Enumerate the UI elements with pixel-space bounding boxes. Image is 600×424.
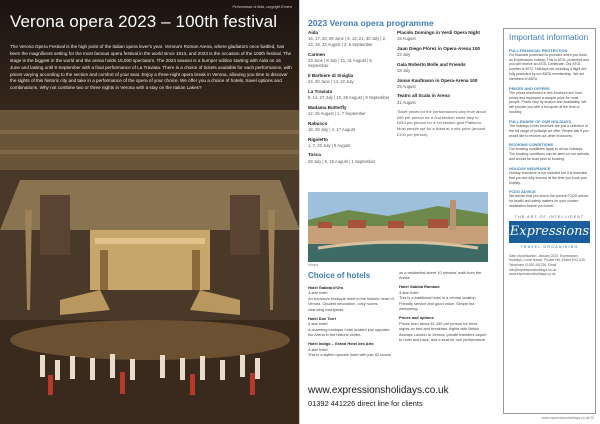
hotels-column-1 [308,285,394,361]
hotel-item: Hotel Gabbia Romano 3-star hotel This is a traditional hotel in a central location. Friendly service and good value. Simple but welcoming. [399,284,477,312]
ticket-note: Ticket prices for the performances vary from about £80 per person for a 2nd section stone step to £810 per person for a 1st section gold Platinum. Most people opt for a ticket at a mid-price (around £100 per person). [397,109,487,137]
hotel-item: Hotel Due Torri 4-star hotel A charming boutique hotel located just opposite the Arena in the historic centre. [308,315,390,338]
opera-item: Nabucco 18, 28 July | 4, 17 August [308,120,355,132]
opera-item: Teatro all Scala in Arena 31 August [397,93,450,105]
website-link[interactable]: www.expressionsholidays.co.uk [308,385,449,396]
hotels-column-2 [399,270,488,346]
arena-stage-photo [0,110,300,424]
photo-caption: Verona [308,263,319,267]
programme-column-2 [397,30,487,137]
sidebar-section: FCDO ADVICE We advise that you check the current FCDO advice for health and safety matters for your chosen destination before you travel. [509,189,589,209]
hotels-title: Choice of hotels [308,271,371,280]
opera-item: Il Barbiere di Siviglia 24, 30 June | 14, 22 July [308,73,354,85]
opera-item: Madama Butterfly 12, 25 August | 1, 7 September [308,104,366,116]
sidebar-title: Important information [509,32,589,42]
expressions-logo: THE ART OF INTELLIGENT Expressions TRAVEL ORGANISING [509,214,590,249]
opera-item: Carmen 23 June | 8 July | 11, 31 August | 6 September [308,51,372,69]
photo-credit: Performance of Aida, copyright Ennevi [232,5,292,9]
sidebar-section: BOOKING CONDITIONS Our booking conditions apply to all our holidays. The booking conditions can be seen on our website, and should be read prior to booking. [509,142,590,162]
sidebar-section: FULL RANGE OF OUR HOLIDAYS The holidays in this brochure are just a selection of the full range of holidays we offer. Please ask if you would like to receive our other brochures. [509,118,589,138]
page-title: Verona opera 2023 – 100th festival [10,12,278,31]
opera-item: Juan Diego Flórez in Opera-Arena 100 23 July [397,45,480,58]
programme-title: 2023 Verona opera programme [308,18,434,28]
publisher-details: Date of publication: January 2023. Expressions Holidays, Lorne House, Pocket Hill, Exeter EX2 4JA. Telephone 01392 441226. Email info@expressionsholidays.co.uk www.expressionsholidays.co.uk [509,253,586,277]
hotel-item: on a residential street 10 minutes' walk from the Arena. [399,270,482,281]
important-information-box [503,28,596,414]
opera-item: Aida 16, 17, 20, 29 June | 6, 13, 21, 30 July | 2, 13, 19, 23 August | 3, 8 September [308,30,387,47]
verona-photo [308,192,488,262]
page-footer: www.expressionsholidays.co.uk 25 [541,416,594,420]
sidebar-section: FULL FINANCIAL PROTECTION For financial protection is provided when you book an Expressions holiday. This is ATOL-protected and you will receive an ATOL Certificate. Our ATOL number is 5072. Holidays not including a flight are fully protected by our ABTA membership. We are members of ABTA. [509,47,589,81]
opera-item: Gala Roberto Bolle and Friends 18 July [397,61,466,73]
opera-item: Rigoletto 1, 7, 20 July | 9 August [308,136,351,148]
opera-item: La Traviata 8, 14, 27 July | 10, 26 August | 9 September [308,88,390,101]
hotel-item: Hotel Gabbia d'Oro 4-star hotel An exclusive boutique hotel in the historic heart of Verona. Opulent decoration, cosy rooms, charming courtyards. [308,285,394,312]
opera-item: Placido Domingo in Verdi Opera Night 15 August [397,30,480,42]
programme-column-1 [308,30,393,168]
opera-item: Jonas Kaufmann in Opera-Arena 100 29 August [397,77,478,89]
sidebar-section: HOLIDAY INSURANCE Holiday insurance is not included but it is essential that you are fully insured at the time you book your holiday. [509,165,588,185]
right-page [300,0,600,424]
hotel-item: Hotel Indigo – Grand Hotel des Arts 4-star hotel This is a stylish upscale hotel with just 82 rooms [308,341,391,358]
phone-number: 01392 441226 direct line for clients [308,399,423,408]
prices-options: Prices and options Prices from about £1,150 per person for three nights on bed and breakfast, flights with British Airways London to Verona, private transfers airport to hotel and back, and a seat for one performance. [399,315,487,343]
sidebar-section: PRICES AND OFFERS The prices mentioned in this brochure are 'from' prices and represent a sample price for most people. Prices vary by season and availability. We will provide you with a full quote at the time of booking. [509,85,587,115]
intro-paragraph: The Verona Opera Festival is the high point of the Italian opera lover's year. Verona's Roman Arena, where gladiators once battled, has been the magnificent setting for the most famous opera festival in the world since 1913, and 2023 is the occasion of the 100th festival. The stage is the biggest in the world and the arena holds 15,000 spectators. The 2023 season is a bumper edition starting with Aida on 16 June and lasting until 9 September with a final performance of La Traviata. There is a choice of tickets available for each performance, with prices varying according to the section and comfort of your seat. Enjoy a three-night opera break in Verona, allowing you time to discover the sights of this historic city and take in a performance of the opera of your choice. We offer you a choice of hotels, travel options and combinations. Why not combine two or three nights in Verona with a stay on the Italian Lakes? [10,44,292,91]
opera-item: Tosca 28 July | 5, 18 August | 1 September [308,152,376,164]
